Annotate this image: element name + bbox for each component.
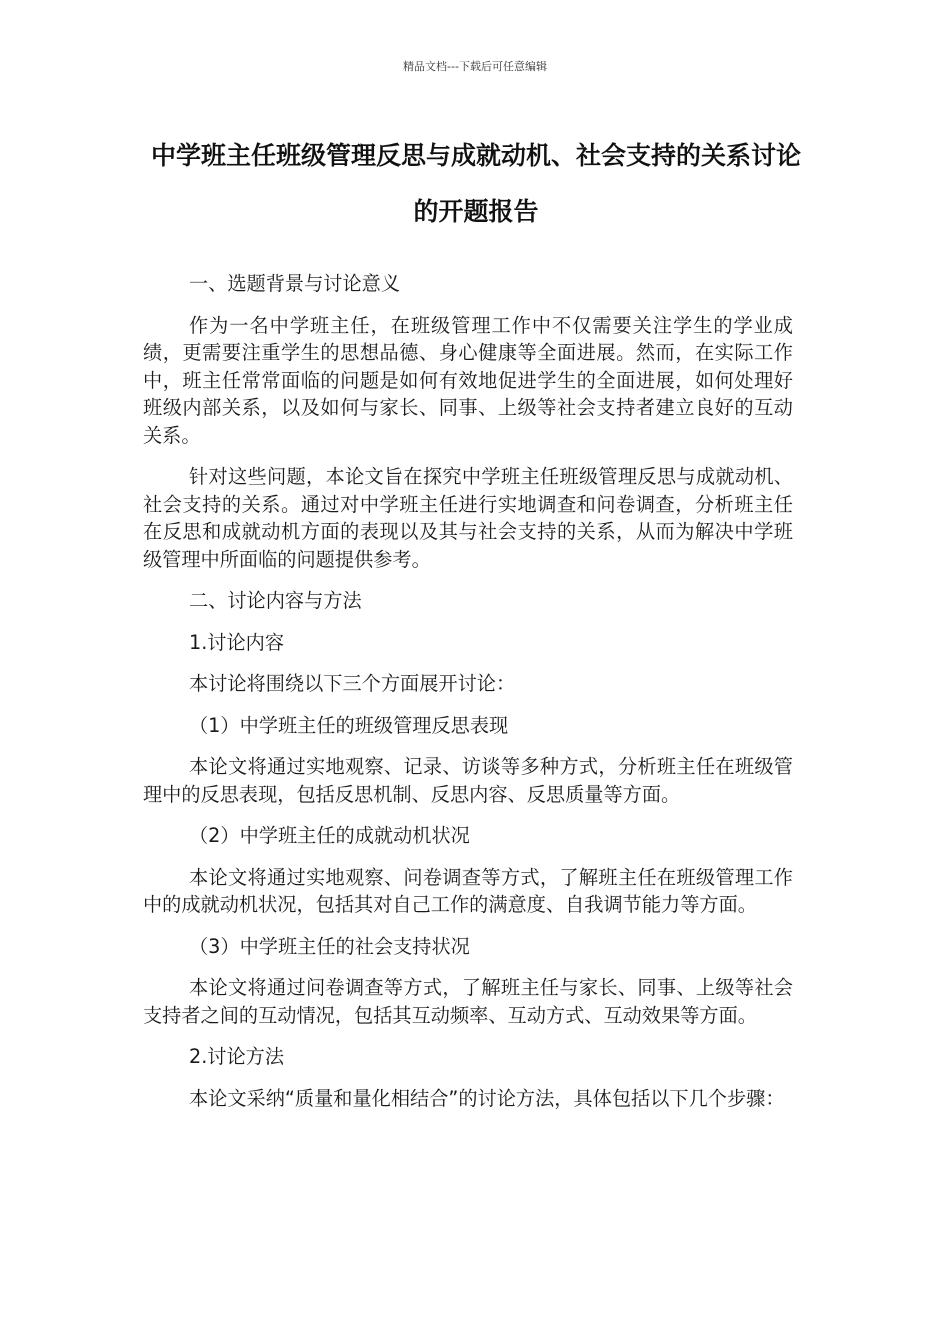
- list-item-heading: （3）中学班主任的社会支持状况: [189, 934, 470, 958]
- document-title: 中学班主任班级管理反思与成就动机、社会支持的关系讨论的开题报告: [150, 141, 801, 226]
- paragraph: 针对这些问题，本论文旨在探究中学班主任班级管理反思与成就动机、社会支持的关系。通过对中学班主任进行实地调查和问卷调查，分析班主任在反思和成就动机方面的表现以及其与社会支持的关系，从而为解决中学班级管理中所面临的问题提供参考。: [143, 465, 793, 571]
- subsection-heading: 2.讨论方法: [189, 1045, 285, 1068]
- paragraph: 本论文将通过实地观察、记录、访谈等多种方式，分析班主任在班级管理中的反思表现，包括反思机制、反思内容、反思质量等方面。: [143, 755, 793, 806]
- paragraph: 本讨论将围绕以下三个方面展开讨论：: [189, 672, 516, 695]
- list-item-heading: （1）中学班主任的班级管理反思表现: [189, 713, 509, 737]
- header-note: 精品文档---下载后可任意编辑: [403, 60, 547, 73]
- subsection-heading: 1.讨论内容: [189, 630, 285, 654]
- document-body: [143, 270, 793, 1126]
- list-item-heading: （2）中学班主任的成就动机状况: [189, 824, 470, 847]
- paragraph: 本论文采纳“质量和量化相结合”的讨论方法，具体包括以下几个步骤：: [189, 1086, 785, 1110]
- paragraph: 本论文将通过实地观察、问卷调查等方式，了解班主任在班级管理工作中的成就动机状况，包括其对自己工作的满意度、自我调节能力等方面。: [143, 865, 793, 916]
- paragraph: 本论文将通过问卷调查等方式，了解班主任与家长、同事、上级等社会支持者之间的互动情况，包括其互动频率、互动方式、互动效果等方面。: [143, 976, 793, 1027]
- section-heading-1: 一、选题背景与讨论意义: [189, 272, 401, 295]
- section-heading-2: 二、讨论内容与方法: [189, 589, 362, 612]
- paragraph: 作为一名中学班主任，在班级管理工作中不仅需要关注学生的学业成绩，更需要注重学生的思想品德、身心健康等全面进展。然而，在实际工作中，班主任常常面临的问题是如何有效地促进学生的全面进展，如何处理好班级内部关系，以及如何与家长、同事、上级等社会支持者建立良好的互动关系。: [143, 313, 793, 447]
